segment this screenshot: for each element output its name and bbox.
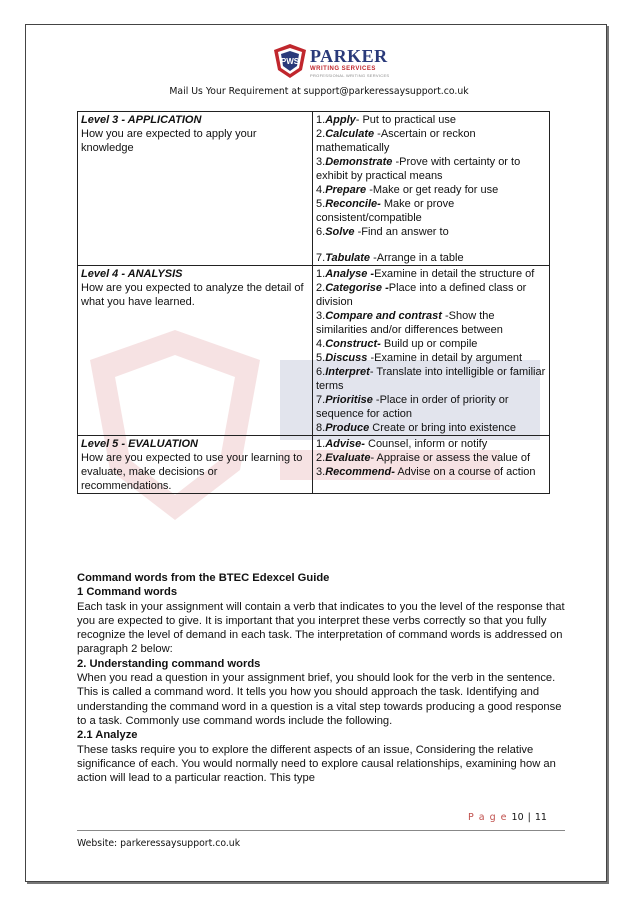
command-word-entry <box>316 155 546 183</box>
entry-number: 1. <box>316 438 326 450</box>
command-word: Prioritise <box>325 394 373 406</box>
command-definition: -Place in order of priority or sequence for action <box>316 394 509 420</box>
command-word: Analyse - <box>325 268 375 280</box>
entry-number: 4. <box>316 184 326 196</box>
command-definition: Examine in detail the structure of <box>374 268 535 280</box>
section-1-text: Each task in your assignment will contain a verb that indicates to you the level of the response that you are expected to give. It is important that you interpret these verbs correctly so that you fully recognize the level of demand in each task. The interpretation of command words is addressed on paragraph 2 below: <box>77 600 565 656</box>
command-word: Apply <box>325 114 356 126</box>
page-label: P a g e <box>468 812 508 823</box>
command-word: Recommend- <box>325 466 395 478</box>
entry-number: 5. <box>316 198 326 210</box>
logo-brand-name: PARKER <box>310 46 388 66</box>
entry-number: 7. <box>316 252 326 264</box>
command-word-entry <box>316 465 546 479</box>
command-definition: Create or bring into existence <box>369 422 516 434</box>
command-definition: Counsel, inform or notify <box>364 438 488 450</box>
command-words-cell <box>313 436 550 494</box>
command-definition: Advise on a course of action <box>394 466 536 478</box>
command-word-entry <box>316 225 546 239</box>
footer-website: Website: parkeressaysupport.co.uk <box>77 838 241 849</box>
logo-subtitle: WRITING SERVICES <box>310 66 376 72</box>
command-word: Categorise - <box>325 282 389 294</box>
command-word: Tabulate <box>325 252 371 264</box>
command-word: Construct- <box>325 338 381 350</box>
level-description: How are you expected to analyze the detail of what you have learned. <box>81 282 304 308</box>
section-1-title: 1 Command words <box>77 586 178 599</box>
command-word-entry <box>316 351 546 365</box>
level-title: Level 5 - EVALUATION <box>81 438 198 450</box>
level-title: Level 3 - APPLICATION <box>81 114 202 126</box>
entry-number: 3. <box>316 466 326 478</box>
command-word: Reconcile- <box>325 198 381 210</box>
company-logo <box>272 40 392 84</box>
entry-number: 2. <box>316 452 326 464</box>
page-number <box>468 812 547 823</box>
command-word-entry <box>316 309 546 337</box>
command-definition: -Examine in detail by argument <box>367 352 523 364</box>
command-word: Evaluate <box>325 452 371 464</box>
command-definition: Build up or compile <box>380 338 478 350</box>
command-words-cell <box>313 112 550 266</box>
level-cell <box>78 266 313 436</box>
command-word-entry <box>316 197 546 225</box>
level-description: How are you expected to use your learning to evaluate, make decisions or recommendations. <box>81 452 303 492</box>
command-word: Solve <box>325 226 355 238</box>
entry-number: 8. <box>316 422 326 434</box>
command-word-entry <box>316 365 546 393</box>
entry-number: 5. <box>316 352 326 364</box>
command-definition: - Put to practical use <box>355 114 457 126</box>
command-word-entry <box>316 113 546 127</box>
section-heading: Command words from the BTEC Edexcel Guide <box>77 572 330 584</box>
command-word-entry <box>316 183 546 197</box>
command-words-cell <box>313 266 550 436</box>
command-definition: -Prove with certainty or to exhibit by practical means <box>316 156 521 182</box>
entry-number: 1. <box>316 114 326 126</box>
command-definition: - Appraise or assess the value of <box>370 452 531 464</box>
page-total: 11 <box>534 812 547 823</box>
command-definition: -Arrange in a table <box>370 252 464 264</box>
pws-shield-icon <box>272 42 308 80</box>
command-definition: Place into a defined class or division <box>316 282 527 308</box>
level-row <box>78 266 550 436</box>
section-2-1-text: These tasks require you to explore the different aspects of an issue, Considering the relative significance of each. You would normally need to explore causal relationships, examining how an action will lead to a particular reaction. This type <box>77 743 556 785</box>
command-definition: -Show the similarities and/or differences between <box>316 310 503 336</box>
command-definition: -Find an answer to <box>354 226 449 238</box>
command-word-entry <box>316 421 546 435</box>
command-word-entry <box>316 393 546 421</box>
level-description: How you are expected to apply your knowledge <box>81 128 257 154</box>
logo-tagline: PROFESSIONAL WRITING SERVICES <box>310 73 390 78</box>
command-definition: -Make or get ready for use <box>366 184 499 196</box>
entry-number: 6. <box>316 226 326 238</box>
command-word-entry <box>316 127 546 155</box>
levels-table <box>77 111 550 494</box>
entry-number: 3. <box>316 310 326 322</box>
command-word: Discuss <box>325 352 368 364</box>
entry-number: 7. <box>316 394 326 406</box>
entry-number: 4. <box>316 338 326 350</box>
level-cell <box>78 112 313 266</box>
command-word-entry <box>316 437 546 451</box>
level-row <box>78 436 550 494</box>
entry-number: 1. <box>316 268 326 280</box>
entry-number: 3. <box>316 156 326 168</box>
entry-number: 2. <box>316 128 326 140</box>
mail-line: Mail Us Your Requirement at support@parkeressaysupport.co.uk <box>169 86 469 97</box>
level-row <box>78 112 550 266</box>
command-word: Demonstrate <box>325 156 393 168</box>
section-2-1-title: 2.1 Analyze <box>77 729 138 742</box>
command-word: Interpret <box>325 366 370 378</box>
command-definition: Make or prove consistent/compatible <box>316 198 455 224</box>
section-2-title: 2. Understanding command words <box>77 657 261 670</box>
entry-number: 2. <box>316 282 326 294</box>
command-word: Advise- <box>325 438 365 450</box>
level-cell <box>78 436 313 494</box>
page-separator: | <box>527 812 531 823</box>
command-word: Produce <box>325 422 370 434</box>
command-definition: - Translate into intelligible or familiar terms <box>316 366 546 392</box>
document-body <box>77 571 567 785</box>
command-word: Prepare <box>325 184 367 196</box>
command-word: Compare and contrast <box>325 310 442 322</box>
logo-mark: PWS <box>280 57 300 66</box>
command-definition: -Ascertain or reckon mathematically <box>316 128 476 154</box>
section-2-text: When you read a question in your assignment brief, you should look for the verb in the sentence. This is called a command word. It tells you how you should approach the task. Identifying and understanding the command word in a question is a vital step towards producing a good response to a task. Commonly use command words include the following. <box>77 672 562 727</box>
command-word-entry <box>316 267 546 281</box>
footer-divider <box>77 830 565 831</box>
command-word-entry <box>316 281 546 309</box>
command-word: Calculate <box>325 128 375 140</box>
entry-number: 6. <box>316 366 326 378</box>
command-word-entry <box>316 451 546 465</box>
command-word-entry <box>316 337 546 351</box>
level-title: Level 4 - ANALYSIS <box>81 268 183 280</box>
command-word-entry <box>316 251 546 265</box>
page-current: 10 <box>511 812 524 823</box>
